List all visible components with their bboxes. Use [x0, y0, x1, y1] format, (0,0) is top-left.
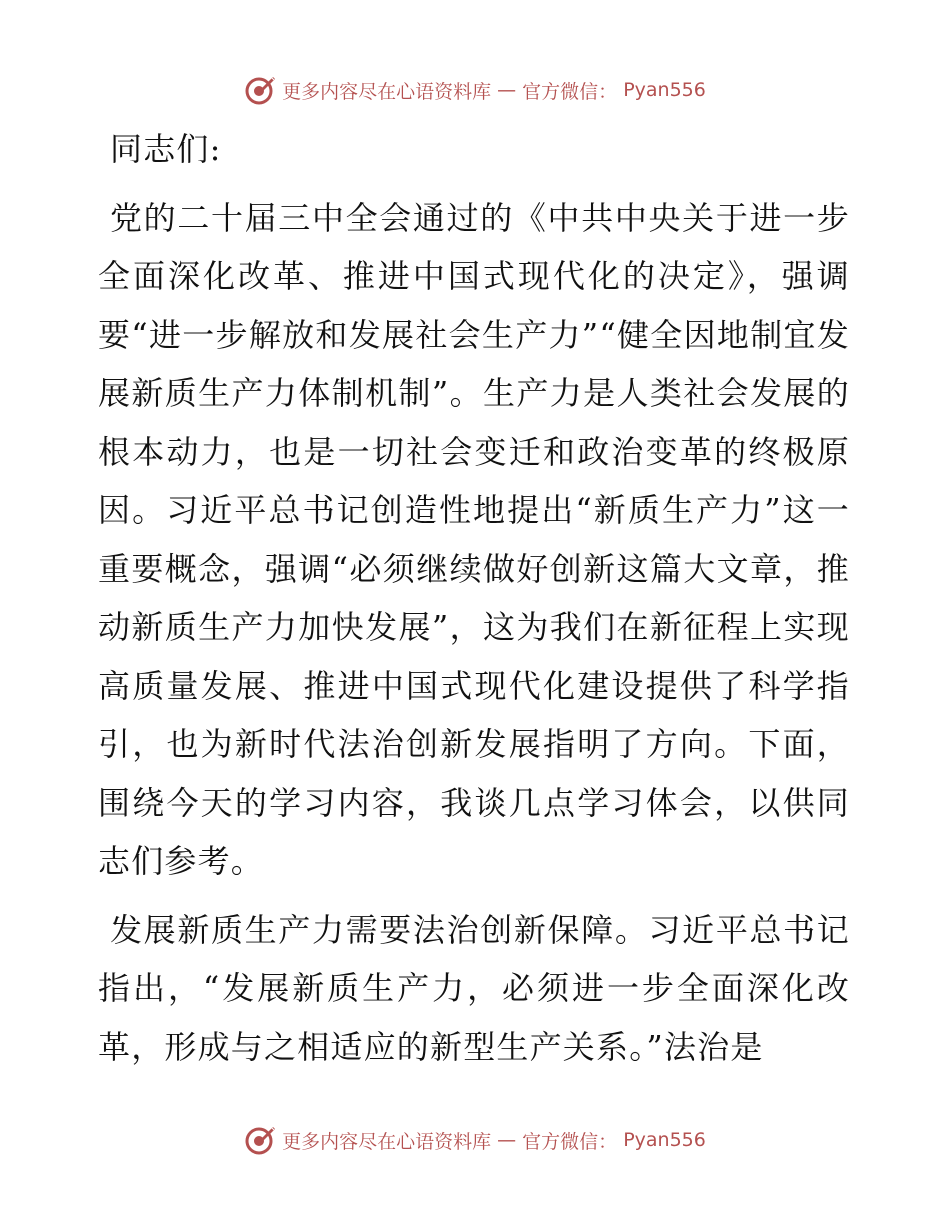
- watermark-site-text: 更多内容尽在心语资料库: [282, 80, 492, 103]
- watermark-content: [244, 1124, 706, 1156]
- watermark-wechat-label: 官方微信：: [522, 1130, 618, 1153]
- watermark-wechat-id: Pyan556: [623, 1129, 706, 1151]
- watermark-dash: —: [497, 1129, 517, 1151]
- footer-watermark-banner: [0, 1120, 950, 1160]
- watermark-dash: —: [497, 79, 517, 101]
- paragraph-2: 发展新质生产力需要法治创新保障。习近平总书记指出，“发展新质生产力，必须进一步全面深化改革，形成与之相适应的新型生产关系。”法治是: [98, 910, 850, 1066]
- header-watermark-banner: [0, 70, 950, 110]
- watermark-wechat-id: Pyan556: [623, 79, 706, 101]
- salutation: 同志们:: [110, 130, 222, 168]
- watermark-wechat-label: 官方微信：: [522, 80, 618, 103]
- pen-logo-icon: [244, 1124, 276, 1156]
- watermark-site-text: 更多内容尽在心语资料库: [282, 1130, 492, 1153]
- paragraph-1: 党的二十届三中全会通过的《中共中央关于进一步全面深化改革、推进中国式现代化的决定》，强调要“进一步解放和发展社会生产力”“健全因地制宜发展新质生产力体制机制”。生产力是人类社会发展的根本动力，也是一切社会变迁和政治变革的终极原因。习近平总书记创造性地提出“新质生产力”这一重要概念，强调“必须继续做好创新这篇大文章，推动新质生产力加快发展”，这为我们在新征程上实现高质量发展、推进中国式现代化建设提供了科学指引，也为新时代法治创新发展指明了方向。下面，围绕今天的学习内容，我谈几点学习体会，以供同志们参考。: [98, 198, 850, 880]
- document-body: [98, 120, 850, 1086]
- watermark-content: [244, 74, 706, 106]
- pen-logo-icon: [244, 74, 276, 106]
